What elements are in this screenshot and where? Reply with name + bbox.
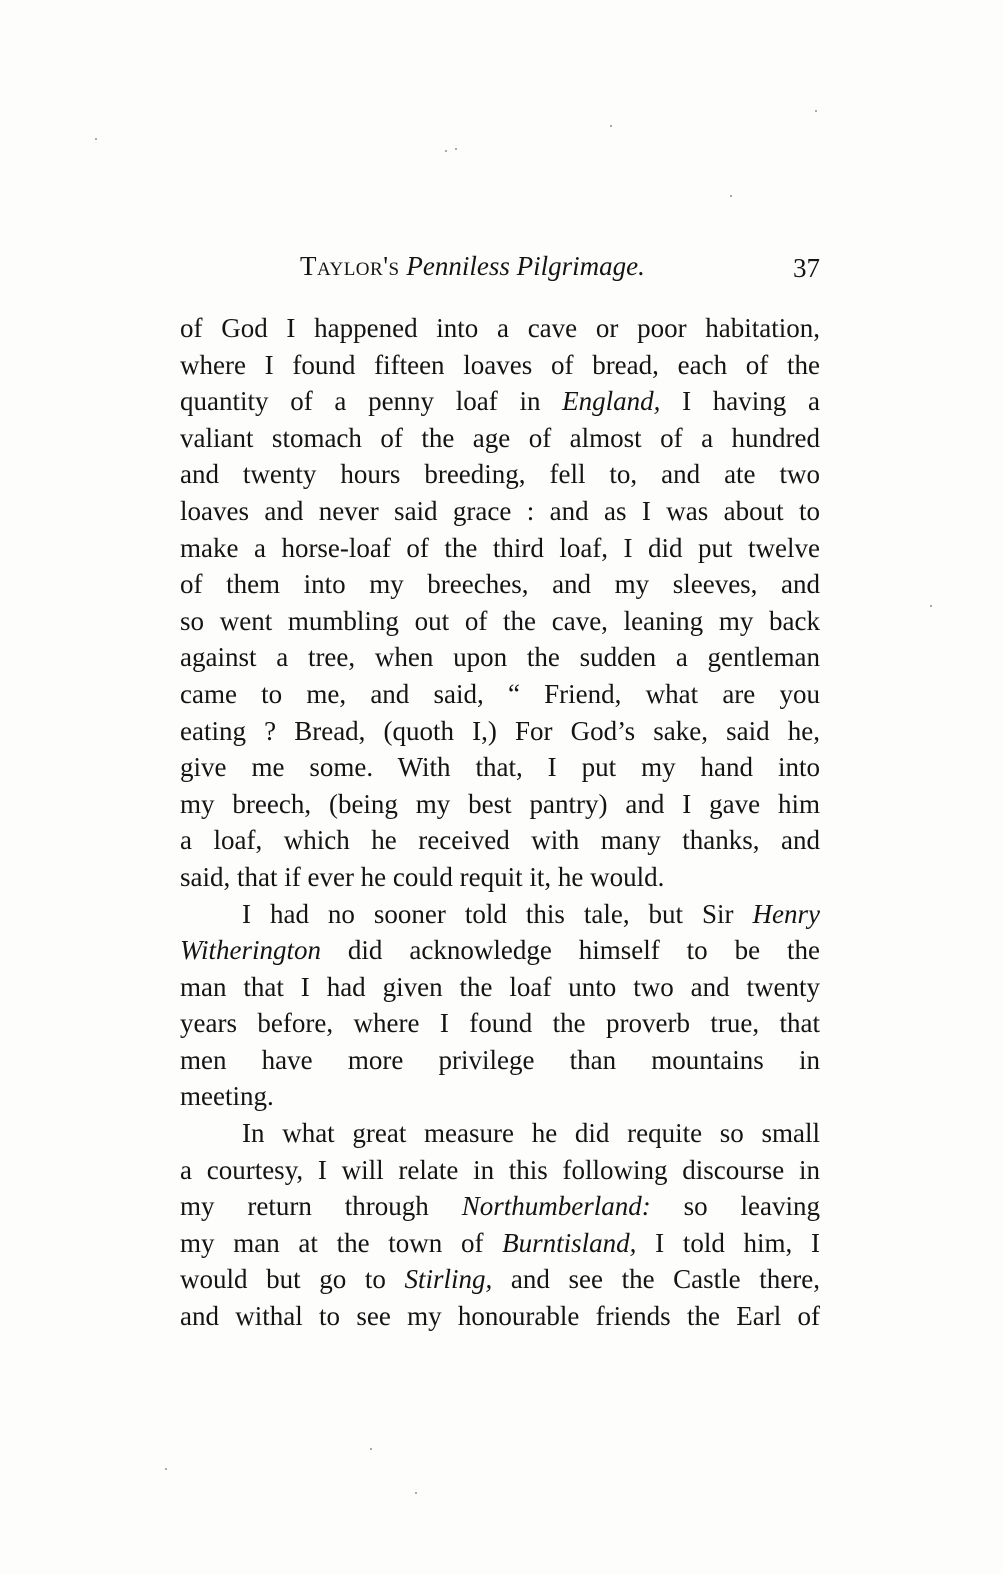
page-number: 37 <box>793 253 820 283</box>
running-title-author: Taylor's <box>300 251 400 281</box>
text-line <box>180 493 820 530</box>
text-line <box>180 932 820 969</box>
person-name: Witherington <box>180 935 321 966</box>
text-run: of them into my breeches, and my sleeves, and <box>180 569 820 600</box>
text-run: a courtesy, I will relate in this following discourse in <box>180 1154 820 1185</box>
text-line <box>180 786 820 823</box>
text-run: against a tree, when upon the sudden a gentleman <box>180 642 820 673</box>
text-run: and see the Castle there, <box>492 1264 820 1295</box>
text-run: so went mumbling out of the cave, leaning my back <box>180 605 820 636</box>
text-run: and twenty hours breeding, fell to, and ate two <box>180 459 820 490</box>
text-run: my return through <box>180 1191 462 1222</box>
place-name: England, <box>562 386 661 417</box>
text-run: my man at the town of <box>180 1227 503 1258</box>
text-line <box>180 639 820 676</box>
text-line <box>180 1005 820 1042</box>
text-line <box>180 603 820 640</box>
paragraph <box>180 896 820 1116</box>
text-line <box>180 1042 820 1079</box>
place-name: Stirling, <box>404 1264 493 1295</box>
text-line <box>180 896 820 933</box>
text-line <box>180 347 820 384</box>
place-name: Burntisland, <box>502 1227 637 1258</box>
scan-speck <box>415 1492 417 1494</box>
scan-speck <box>370 1448 372 1450</box>
text-run: eating ? Bread, (quoth I,) For God’s sake, said he, <box>180 715 820 746</box>
text-line <box>180 822 820 859</box>
text-run: make a horse-loaf of the third loaf, I did put twelve <box>180 532 820 563</box>
text-run: meeting. <box>180 1081 274 1112</box>
text-line <box>180 1261 820 1298</box>
scan-speck <box>930 605 932 607</box>
text-line <box>180 1188 820 1225</box>
text-block <box>180 310 820 1335</box>
text-line <box>180 1225 820 1262</box>
paragraph <box>180 310 820 896</box>
scan-speck <box>610 125 612 127</box>
text-line <box>180 310 820 347</box>
scan-speck <box>165 1468 167 1470</box>
place-name: Northumberland: <box>461 1191 651 1222</box>
text-line <box>180 530 820 567</box>
text-run: years before, where I found the proverb true, that <box>180 1008 820 1039</box>
text-run: men have more privilege than mountains in <box>180 1044 820 1075</box>
running-head <box>180 246 820 286</box>
text-line <box>180 456 820 493</box>
person-name: Henry <box>752 898 820 929</box>
text-line <box>180 859 820 896</box>
text-run: so leaving <box>650 1191 820 1222</box>
text-run: man that I had given the loaf unto two and twenty <box>180 971 820 1002</box>
text-run: quantity of a penny loaf in <box>180 386 563 417</box>
text-run: would but go to <box>180 1264 405 1295</box>
text-line <box>180 1115 820 1152</box>
text-run: loaves and never said grace : and as I was about to <box>180 495 820 526</box>
running-title <box>300 246 645 286</box>
running-title-work: Penniless Pilgrimage. <box>406 251 645 281</box>
text-run: said, that if ever he could requit it, he would. <box>180 861 665 892</box>
text-line <box>180 969 820 1006</box>
text-run: a loaf, which he received with many thanks, and <box>180 825 820 856</box>
text-line <box>180 420 820 457</box>
text-line <box>180 713 820 750</box>
text-run: I had no sooner told this tale, but Sir <box>242 898 753 929</box>
text-run: I told him, I <box>636 1227 820 1258</box>
text-line <box>180 749 820 786</box>
text-run: give me some. With that, I put my hand into <box>180 752 820 783</box>
text-run: of God I happened into a cave or poor habitation, <box>180 313 820 343</box>
scan-speck <box>815 110 817 112</box>
text-run: and withal to see my honourable friends the Earl of <box>180 1301 820 1332</box>
text-run: I having a <box>660 386 820 417</box>
scan-speck <box>455 148 457 150</box>
text-run: came to me, and said, “ Friend, what are you <box>180 678 820 709</box>
text-line <box>180 566 820 603</box>
paragraph <box>180 1115 820 1335</box>
text-line <box>180 383 820 420</box>
scan-speck <box>95 138 97 140</box>
text-run: where I found fifteen loaves of bread, each of the <box>180 349 820 380</box>
text-run: my breech, (being my best pantry) and I gave him <box>180 788 820 819</box>
text-run: did acknowledge himself to be the <box>321 935 820 966</box>
text-run: valiant stomach of the age of almost of a hundred <box>180 422 820 453</box>
text-line <box>180 1152 820 1189</box>
scan-speck <box>445 150 447 152</box>
text-line <box>180 676 820 713</box>
scan-speck <box>730 195 732 197</box>
text-run: In what great measure he did requite so small <box>242 1118 820 1149</box>
text-line <box>180 1078 820 1115</box>
text-line <box>180 1298 820 1335</box>
